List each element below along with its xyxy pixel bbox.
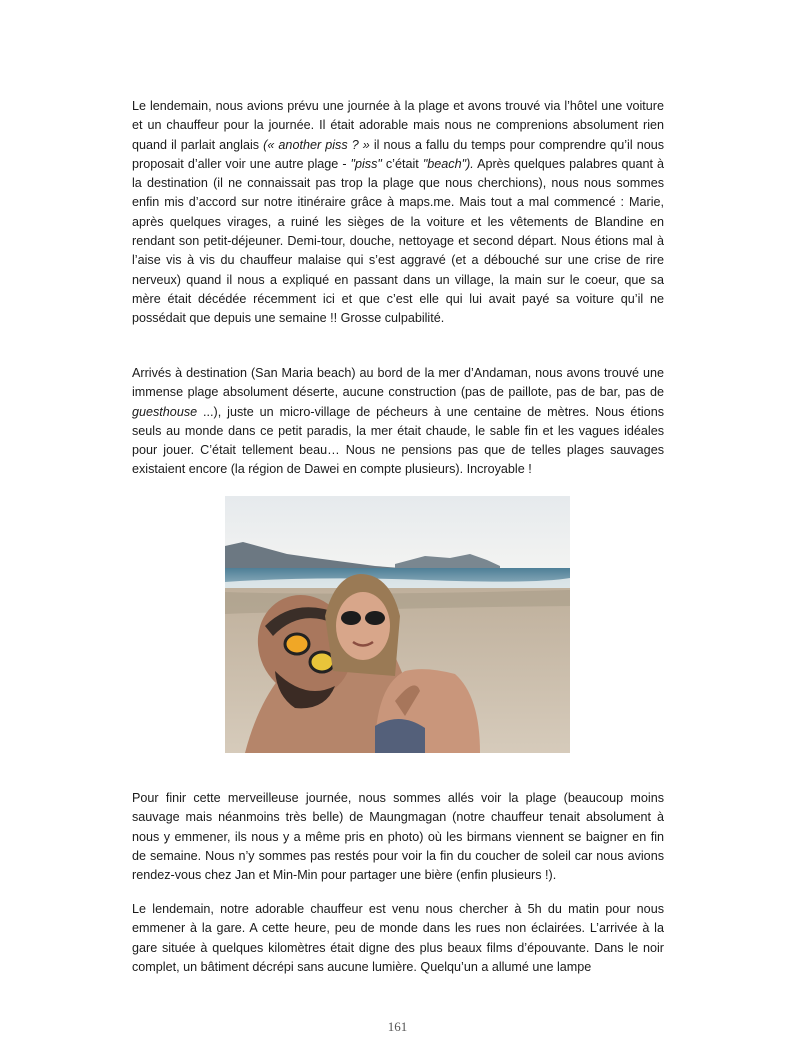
page-number: 161 <box>387 1019 408 1034</box>
beach-selfie-photo <box>225 496 570 753</box>
italic-text-segment: guesthouse <box>132 404 198 419</box>
text-segment: Le lendemain, notre adorable chauffeur est venu nous chercher à 5h du matin pour nous emmener à la gare. A cette heure, peu de monde dans les rues non éclairées. L’arrivée à la gare située à quelques kilomètres était digne des plus beaux films d’épouvante. Dans le noir complet, un bâtiment décrépi sans aucune lumière. Quelqu’un a allumé une lampe <box>132 902 664 974</box>
text-segment: Le lendemain, nous avions prévu une journée à la plage et avons trouvé via l’hôtel une voiture et un chauffeur pour la journée. Il était adorable mais nous ne comprenions absolument rien quand il parlait anglais <box>132 99 664 152</box>
woman-sunglasses-right <box>365 611 385 625</box>
text-segment: Arrivés à destination (San Maria beach) au bord de la mer d’Andaman, nous avons trouvé une immense plage absolument déserte, aucune construction (pas de paillote, pas de bar, pas de <box>132 366 664 400</box>
italic-text-segment: (« another piss ? » <box>263 137 370 152</box>
text-segment: ...), juste un micro-village de pécheurs à une centaine de mètres. Nous étions seuls au monde dans ce petit paradis, la mer était chaude, le sable fin et les vagues idéales pour jouer. C’était tellement beau… Nous ne pensions pas que de telles plages sauvages existaient encore (la région de Dawei en compte plusieurs). Incroyable ! <box>132 404 664 477</box>
paragraph-2 <box>132 364 664 480</box>
man-sunglasses-left <box>285 634 309 654</box>
paragraph-3 <box>132 789 664 885</box>
text-segment: c’était <box>381 156 423 171</box>
text-segment: Pour finir cette merveilleuse journée, nous sommes allés voir la plage (beaucoup moins sauvage mais néanmoins très belle) de Maungmagan (notre chauffeur tenait absolument à nous y emmener, ils nous y a même pris en photo) où les birmans viennent se baigner en fin de semaine. Nous n’y sommes pas restés pour voir la fin du coucher de soleil car nous avions rendez-vous chez Jan et Min-Min pour partager une bière (enfin plusieurs !). <box>132 791 664 883</box>
woman-face <box>336 592 390 660</box>
man-sunglasses-right <box>310 652 334 672</box>
paragraph-4 <box>132 900 664 982</box>
italic-text-segment: "piss" <box>350 156 382 171</box>
paragraph-1 <box>132 97 664 329</box>
woman-sunglasses-left <box>341 611 361 625</box>
text-segment: Après quelques palabres quant à la destination (il ne connaissait pas trop la plage que nous cherchions), nous nous sommes enfin mis d’accord sur notre itinéraire grâce à maps.me. Mais tout a mal commencé : Marie, après quelques virages, a ruiné les sièges de la voiture et les vêtements de Blandine en rendant son petit-déjeuner. Demi-tour, douche, nettoyage et second départ. Nous étions mal à l’aise vis à vis du chauffeur malaise qui s’est aggravé (et a débouché sur une crise de rire nerveux) quand il nous a expliqué en passant dans un village, la main sur le coeur, que sa mère était décédée récemment ici et que c’est elle qui lui avait payé sa voiture qu’il ne possédait que depuis une semaine !! Grosse culpabilité. <box>132 156 664 326</box>
italic-text-segment: "beach"). <box>422 156 474 171</box>
beach-photo-illustration <box>225 496 570 753</box>
woman-swimsuit <box>375 719 425 753</box>
text-segment: il nous a fallu du temps pour comprendre qu’il nous proposait d’aller voir une autre plage - <box>132 137 665 171</box>
